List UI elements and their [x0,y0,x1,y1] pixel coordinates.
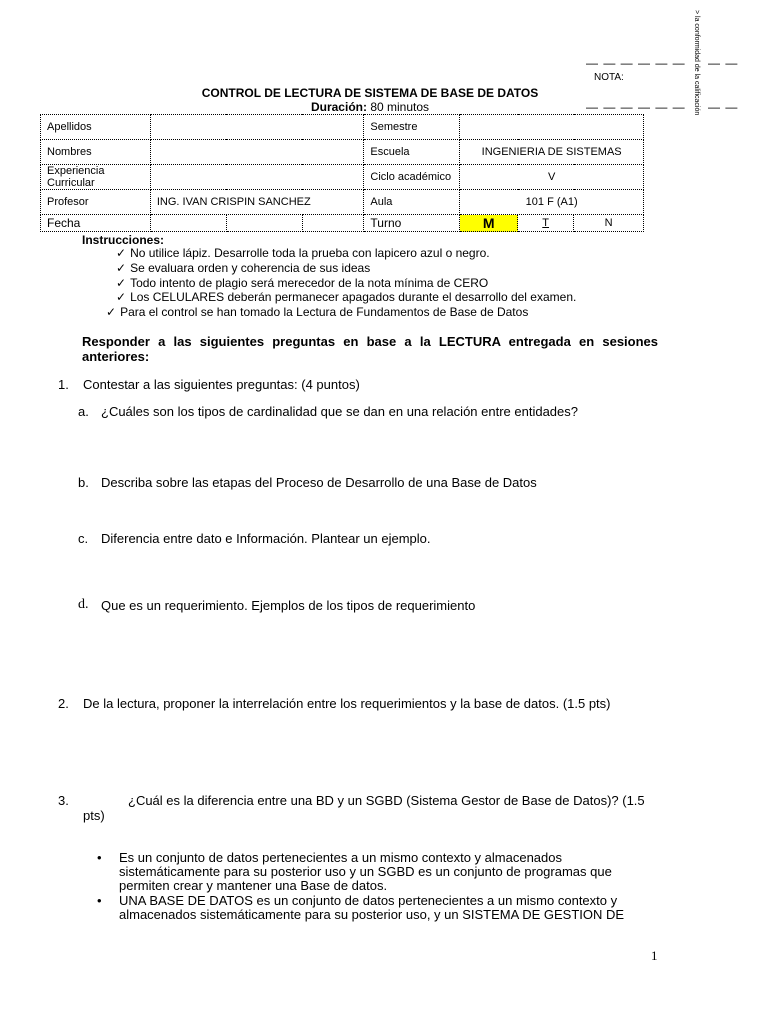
ciclo-value: V [460,165,644,190]
intro-paragraph: Responder a las siguientes preguntas en base a la LECTURA entregada en sesiones anteriores: [82,334,658,364]
duration-label: Duración: [310,100,367,114]
instructions-heading: Instrucciones: [82,233,165,247]
nombres-field[interactable] [150,140,364,165]
checkmark-icon: ✓ [116,290,127,304]
aula-label: Aula [364,190,460,215]
escuela-label: Escuela [364,140,460,165]
checkmark-icon: ✓ [116,276,127,290]
q1b-letter: b. [78,475,89,490]
experiencia-field[interactable] [150,165,364,190]
q1c-text: Diferencia entre dato e Información. Plantear un ejemplo. [101,531,431,546]
q1d-text: Que es un requerimiento. Ejemplos de los tipos de requerimiento [101,598,476,613]
turno-m-option[interactable]: M [460,215,518,232]
instruction-item: ✓ Para el control se han tomado la Lectura de Fundamentos de Base de Datos [106,305,529,319]
semestre-label: Semestre [364,115,460,140]
student-info-table [40,114,644,232]
fecha-day-field[interactable] [150,215,226,232]
profesor-label: Profesor [41,190,151,215]
q1d-letter: d. [78,597,89,612]
checkmark-icon: ✓ [116,261,127,275]
answer-item: UNA BASE DE DATOS es un conjunto de datos pertenecientes a un mismo contexto y almacenados sistemáticamente para su posterior uso, y un SISTEMA DE GESTION DE [119,893,625,922]
page-title: CONTROL DE LECTURA DE SISTEMA DE BASE DE DATOS [201,86,539,100]
turno-label: Turno [364,215,460,232]
fecha-year-field[interactable] [302,215,364,232]
answer-bullet-icon: • [97,850,102,865]
answer-item: Es un conjunto de datos pertenecientes a un mismo contexto y almacenados sistemáticamente para su posterior uso y un SGBD es un conjunto de programas que permiten crear y mantener una Base de datos. [119,850,612,893]
ciclo-label: Ciclo académico [364,165,460,190]
grade-line-top-right: — — [708,56,739,70]
instruction-item: ✓ Los CELULARES deberán permanecer apagados durante el desarrollo del examen. [116,290,577,304]
duration-value: 80 minutos [370,100,430,114]
semestre-field[interactable] [460,115,644,140]
q2-text: De la lectura, proponer la interrelación entre los requerimientos y la base de datos. (1.5 pts) [83,696,611,711]
apellidos-field[interactable] [150,115,364,140]
q1-text: Contestar a las siguientes preguntas: (4 puntos) [83,377,360,392]
q1b-text: Describa sobre las etapas del Proceso de Desarrollo de una Base de Datos [101,475,537,490]
instruction-item: ✓ Se evaluara orden y coherencia de sus ideas [116,261,371,275]
page-number: 1 [651,948,658,963]
apellidos-label: Apellidos [41,115,151,140]
experiencia-label: Experiencia Curricular [41,165,151,190]
fecha-label: Fecha [41,215,151,232]
escuela-value: INGENIERIA DE SISTEMAS [460,140,644,165]
note-label: NOTA: [594,72,624,83]
instruction-item: ✓ No utilice lápiz. Desarrolle toda la prueba con lapicero azul o negro. [116,246,490,260]
grade-line-bottom-right: — — [708,100,739,114]
q1c-letter: c. [78,531,89,546]
instruction-item: ✓ Todo intento de plagio será merecedor de la nota mínima de CERO [116,276,489,290]
aula-value: 101 F (A1) [460,190,644,215]
turno-t-option[interactable]: T [518,215,574,232]
turno-n-option[interactable]: N [574,215,644,232]
grade-line-bottom: — — — — — — [586,100,686,114]
q3-number: 3. [58,793,69,808]
nombres-label: Nombres [41,140,151,165]
answer-bullet-icon: • [97,893,102,908]
checkmark-icon: ✓ [106,305,117,319]
q3-text-line1: ¿Cuál es la diferencia entre una BD y un SGBD (Sistema Gestor de Base de Datos)? (1.5 [128,793,645,808]
grade-line-top: — — — — — — [586,56,686,70]
side-note: > la conformidad de la calificación [693,10,700,116]
checkmark-icon: ✓ [116,246,127,260]
profesor-value: ING. IVAN CRISPIN SANCHEZ [150,190,364,215]
duration [180,100,560,114]
q3-text-line2: pts) [83,808,105,823]
fecha-month-field[interactable] [226,215,302,232]
q2-number: 2. [58,696,69,711]
q1a-letter: a. [78,404,89,419]
q1-number: 1. [58,377,69,392]
q1a-text: ¿Cuáles son los tipos de cardinalidad que se dan en una relación entre entidades? [101,404,578,419]
